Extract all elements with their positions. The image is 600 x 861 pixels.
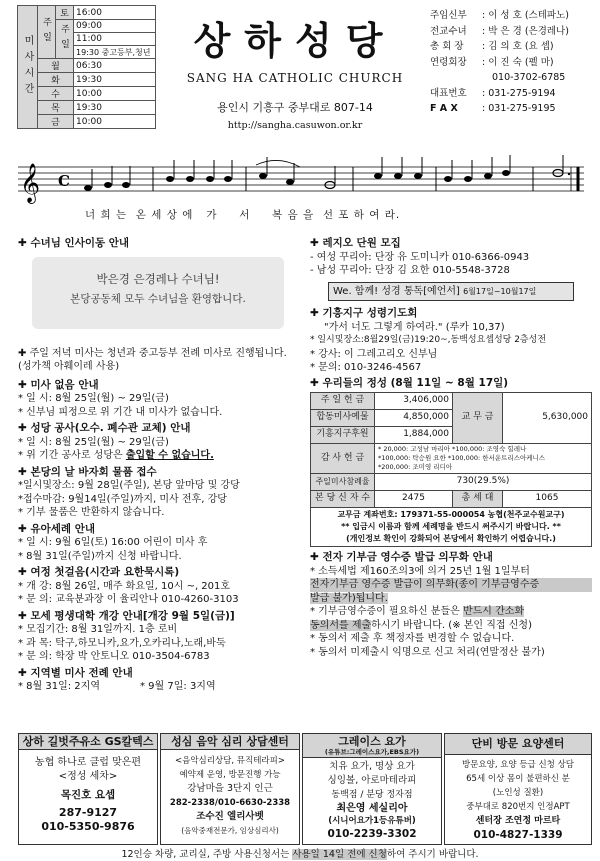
notice-line: * 과 목: 탁구,하모니카,요가,오카리나,노래,바둑 — [18, 637, 226, 649]
notice-line: *접수마감: 9월14일(주일)까지, 미사 전후, 강당 — [18, 493, 227, 505]
staff-row: F A X : 031-275-9195 — [430, 103, 556, 114]
notice-line: * 기부 물품은 반환하지 않습니다. — [18, 507, 165, 518]
notice-line: * 소득세법 제160조의3에 의거 25년 1월 1일부터 — [310, 565, 530, 577]
thanks-offering-list: * 20,000: 고성남 마리아 *100,000: 조영숙 힐레나 *100,000: 탁승원 요한 *100,000: 한서운트리스아케니스 *200,000: 조미영 리디아 — [375, 444, 592, 474]
welcome-line-2: 본당공동체 모두 수녀님을 환영합니다. — [70, 292, 246, 305]
left-column — [18, 237, 303, 694]
notice-line: * 일 시: 9월 6일(토) 16:00 어린이 미사 후 — [18, 537, 208, 548]
mass-day: 월 — [38, 59, 74, 73]
section-title: ✚ 수녀님 인사이동 안내 — [18, 237, 130, 249]
notice-line: * 위 기간 공사로 성당은 출입할 수 없습니다. — [18, 450, 214, 461]
notice-line: - 여성 꾸리아: 단장 유 도미니카 010-6366-0943 — [310, 251, 530, 263]
staff-row: 전교수녀 : 박 은 경 (은경레나) — [430, 25, 569, 37]
notice-line: * 8월 31일(주일)까지 신청 바랍니다. — [18, 550, 182, 562]
ad-gas-station: 상하 길벗주유소 GS칼텍스 농협 하나로 클럽 맞은편 <정성 세차> 목진호 요셉 287-9127 010-5350-9876 — [18, 733, 158, 845]
notice-line: * 강사: 이 그레고리오 신부님 — [310, 348, 438, 360]
offering-value: 4,850,000 — [375, 410, 453, 427]
church-url: http://sangha.casuwon.or.kr — [227, 120, 363, 131]
bible-reading-box: We. 함께! 성경 통독[예언서] 6월17일~10월17일 — [328, 282, 574, 302]
section-title: ✚ 기흥지구 성령기도회 — [310, 307, 418, 319]
mass-label: 미사시간 — [18, 6, 38, 129]
mass-time: 09:00 — [74, 20, 156, 33]
welcome-line-1: 박은경 은경레나 수녀님! — [96, 271, 220, 286]
section-title: ✚ 유아세례 안내 — [18, 522, 95, 535]
mass-day: 수 — [38, 87, 74, 101]
offering-label: 합동미사예물 — [311, 410, 375, 427]
footer-note: 12인승 차량, 교리실, 주방 사용신청서는 사용일 14일 전에 신청하여 주시기 바랍니다. — [121, 849, 479, 860]
ad-header: 성심 음악 심리 상담센터 — [161, 734, 299, 750]
mass-day: 화 — [38, 73, 74, 87]
notice-line: * 문의: 010-3246-4567 — [310, 362, 422, 373]
section-title: ✚ 전자 기부금 영수증 발급 의무화 안내 — [310, 551, 493, 563]
offering-label: 주 일 헌 금 — [311, 393, 375, 410]
ad-music-therapy: 성심 음악 심리 상담센터 <음악심리상담, 뮤직테라피> 예약제 운영, 방문진행 가능 강남마을 3단지 인근 282-2338/010-6630-2338 조수진 엘리사벳 (음악중재전문가, 임상심리사) — [160, 733, 300, 845]
staff-row: 010-3702-6785 — [492, 72, 566, 83]
welcome-card — [32, 257, 284, 329]
mass-time: 11:00 — [74, 33, 156, 46]
offering-value: 5,630,000 — [503, 393, 592, 444]
section-title: ✚ 본당의 날 바자회 물품 접수 — [18, 465, 157, 478]
section-title: ✚ 여정 첫걸음(시간과 요한묵시록) — [18, 566, 180, 578]
mass-time: 10:00 — [74, 115, 156, 129]
mass-schedule — [17, 5, 156, 129]
offering-label: 주일미사참례율 — [311, 474, 375, 491]
notice-line: * 기부금영수증이 필요하신 분들은 반드시 간소화 — [310, 606, 525, 617]
music-staff — [18, 155, 586, 210]
mass-time: 19:30 중고등부,청년 — [74, 46, 156, 59]
staff-row: 총 회 장 : 김 의 호 (요 셉) — [430, 41, 554, 52]
offering-value: 730(29.5%) — [375, 474, 592, 491]
account-info: 교무금 계좌번호: 179371-55-000054 농협(천주교수원교구) ** 입금시 이름과 함께 세례명을 반드시 써주시기 바랍니다. ** (개인정보 확인이 강화되어 본당에서 확인하기 어렵습니다.) — [311, 508, 592, 547]
notice-line: * 문 의: 교육분과장 이 율리안나 010-4260-3103 — [18, 594, 239, 605]
notice-line: * 일 시: 8월 25일(월) ~ 29일(금) — [18, 436, 169, 448]
notice-line: * 일 시: 8월 25일(월) ~ 29일(금) — [18, 393, 169, 404]
section-title: ✚ 성당 공사(오수. 폐수관 교체) 안내 — [18, 422, 191, 434]
music-lyrics: 너 희 는 온 세 상 에 가 서 복 음 을 선 포 하 여 라. — [85, 209, 401, 221]
staff-row: 연령회장 : 이 진 숙 (펠 마) — [430, 56, 554, 68]
notice-line: - 남성 꾸리아: 단장 김 요한 010-5548-3728 — [310, 265, 510, 276]
ad-header: 상하 길벗주유소 GS칼텍스 — [19, 734, 157, 750]
mass-time: 19:30 — [74, 101, 156, 115]
mass-time: 10:00 — [74, 87, 156, 101]
notice-line: 전자기부금 영수증 발급이 의무화(종이 기부금영수증 — [310, 578, 592, 592]
notice-line: * 일시및장소:8월29일(금)19:20~,동백성요셉성당 2층성전 — [310, 335, 547, 345]
notice-line: * 문 의: 학장 박 안토니오 010-3504-6783 — [18, 651, 210, 662]
notice-line: * 모집기간: 8월 31일까지. 1층 로비 — [18, 624, 178, 635]
offering-value: 2475 — [375, 491, 453, 508]
offering-label: 교 무 금 — [453, 393, 503, 444]
mass-time: 19:30 — [74, 73, 156, 87]
notice-line: * 개 강: 8월 26일, 매주 화요일, 10시 ~, 201호 — [18, 580, 231, 592]
section-title: ✚ 레지오 단원 모집 — [310, 237, 401, 249]
svg-text:C: C — [58, 172, 70, 190]
offering-label: 본 당 신 자 수 — [311, 491, 375, 508]
treble-clef-icon: 𝄞 — [20, 163, 41, 203]
notice-line: * 동의서 미제출시 익명으로 신고 처리(연말정산 불가) — [310, 646, 545, 658]
offering-label: 감 사 헌 금 — [311, 444, 375, 474]
title-block — [160, 10, 430, 131]
mass-day: 금 — [38, 115, 74, 129]
staff-row: 주임신부 : 이 성 호 (스테파노) — [430, 10, 569, 21]
notice-line: 동의서를 제출하시기 바랍니다. (※ 본인 직접 신청) — [310, 619, 532, 631]
mass-time: 16:00 — [74, 6, 156, 20]
church-title: 상하성당 — [193, 18, 397, 63]
offering-label: 총 세 대 — [453, 491, 503, 508]
offering-label: 기흥지구후원 — [311, 427, 375, 444]
mass-time: 06:30 — [74, 59, 156, 73]
notice-line: * 동의서 제출 후 책정자를 변경할 수 없습니다. — [310, 633, 515, 644]
notice-line: * 8월 31일: 2지역 * 9월 7일: 3지역 — [18, 681, 216, 692]
notice-line: * 신부님 피정으로 위 기간 내 미사가 없습니다. — [18, 406, 223, 418]
church-address: 용인시 기흥구 중부대로 807-14 — [217, 101, 373, 114]
offering-value: 3,406,000 — [375, 393, 453, 410]
section-title: ✚ 지역별 미사 전례 안내 — [18, 666, 133, 679]
ad-header: 단비 방문 요양센터 — [445, 734, 591, 755]
right-column — [310, 237, 592, 659]
offering-value: 1065 — [503, 491, 592, 508]
section-title: ✚ 모세 평생대학 개강 안내[개강 9월 5일(금)] — [18, 609, 235, 622]
sunday-label: 주일 — [38, 6, 56, 59]
church-subtitle: SANG HA CATHOLIC CHURCH — [186, 71, 404, 85]
section-title: ✚ 우리들의 정성 (8월 11일 ~ 8월 17일) — [310, 376, 509, 389]
ad-header: 그레이스 요가 (유튜브:그레이스요가,EBS요가) — [303, 734, 441, 758]
notice-line: 발급 불가)됩니다. — [310, 592, 388, 604]
sunday-short: 주일 — [56, 20, 74, 59]
ad-yoga: 그레이스 요가 (유튜브:그레이스요가,EBS요가) 치유 요가, 명상 요가 싱잉볼, 아로마테라피 동백점 / 분당 정자점 최은영 세실리아 (시니어요가1등유튜버) 010-2239-3302 — [302, 733, 442, 845]
ad-care-center: 단비 방문 요양센터 방문요양, 요양 등급 신청 상담 65세 이상 몸이 불편하신 분 (노인성 질환) 중부대로 820번지 인정APT 센터장 조연정 마르타 010-4827-1339 — [444, 733, 592, 845]
evening-mass-notice: ✚ 주일 저녁 미사는 청년과 중고등부 전례 미사로 진행됩니다. (성가책 아훼이레 사용) — [18, 347, 287, 372]
section-title: ✚ 미사 없음 안내 — [18, 378, 99, 391]
staff-list — [430, 8, 600, 117]
mass-day: 목 — [38, 101, 74, 115]
notice-line: "가서 너도 그렇게 하여라." (루카 10,37) — [324, 321, 505, 333]
notice-line: *일시및장소: 9월 28일(주일), 본당 앞마당 및 강당 — [18, 480, 240, 491]
sat-label: 토 — [56, 6, 74, 20]
staff-row: 대표번호 : 031-275-9194 — [430, 87, 556, 99]
offering-value: 1,884,000 — [375, 427, 453, 444]
offering-table — [310, 392, 592, 547]
